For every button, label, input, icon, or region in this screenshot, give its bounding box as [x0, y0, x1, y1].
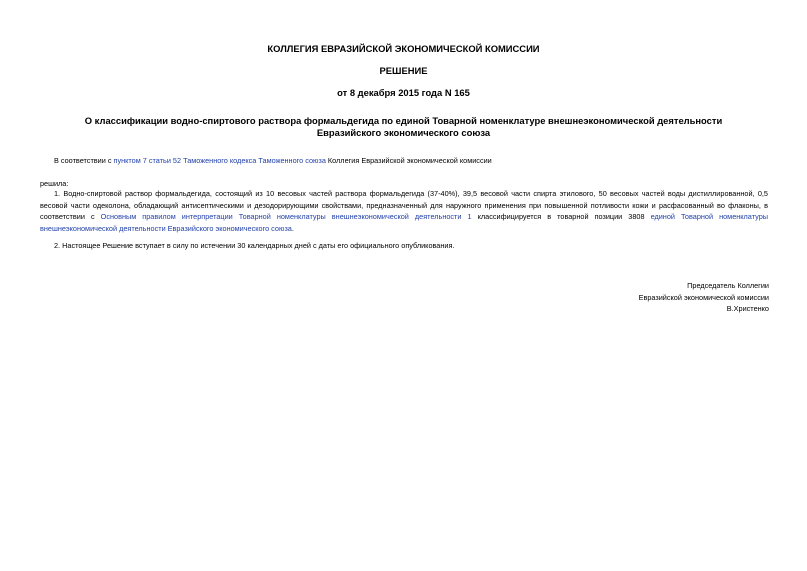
item-2-text: 2. Настоящее Решение вступает в силу по истечении 30 календарных дней с даты его официального опубликования.	[54, 241, 455, 250]
item-2-paragraph	[40, 240, 768, 252]
intro-suffix: Коллегия Евразийской экономической комиссии	[325, 156, 492, 165]
item-1-text-a: 1. Водно-спиртовой раствор формальдегида, состоящий из 10 весовых частей раствора формальдегида (37-40%), 39,5 весовой части спирта этилового, 50 весовых частей воды дистиллированной, 0,5 весовой части одеколона, обладающий антисептическими и дезодорирующими свойствами, предназначенный для наружного применения при повышенной потливости кожи и расфасованный во флаконы, в соответствии с	[40, 189, 768, 221]
item-1-text-c: .	[291, 223, 294, 233]
intro-prefix: В соответствии с	[54, 156, 114, 165]
signature-organization: Евразийской экономической комиссии	[638, 292, 769, 302]
signature-block	[639, 280, 769, 315]
date-number-heading: от 8 декабря 2015 года N 165	[337, 87, 470, 98]
resolved-label: решила:	[40, 179, 69, 188]
signature-name: В.Христенко	[726, 304, 769, 313]
tn-ved-link[interactable]: единой Товарной номенклатуры внешнеэкономической деятельности Евразийского экономического союза	[40, 212, 769, 233]
document-type-heading: РЕШЕНИЕ	[379, 65, 428, 76]
item-1-text-b: классифицируется в товарной позиции 3808	[471, 212, 651, 221]
organization-heading: КОЛЛЕГИЯ ЕВРАЗИЙСКОЙ ЭКОНОМИЧЕСКОЙ КОМИССИИ	[267, 43, 540, 54]
signature-position: Председатель Коллегии	[687, 281, 769, 290]
intro-paragraph	[40, 155, 768, 167]
customs-code-link[interactable]: пунктом 7 статьи 52 Таможенного кодекса Таможенного союза	[113, 156, 326, 165]
document-title: О классификации водно-спиртового раствора формальдегида по единой Товарной номенклатуре внешнеэкономической деятельности Евразийского экономического союза	[84, 115, 723, 138]
interpretation-rule-link[interactable]: Основным правилом интерпретации Товарной номенклатуры внешнеэкономической деятельности 1	[100, 212, 472, 221]
item-1-paragraph	[40, 188, 768, 234]
